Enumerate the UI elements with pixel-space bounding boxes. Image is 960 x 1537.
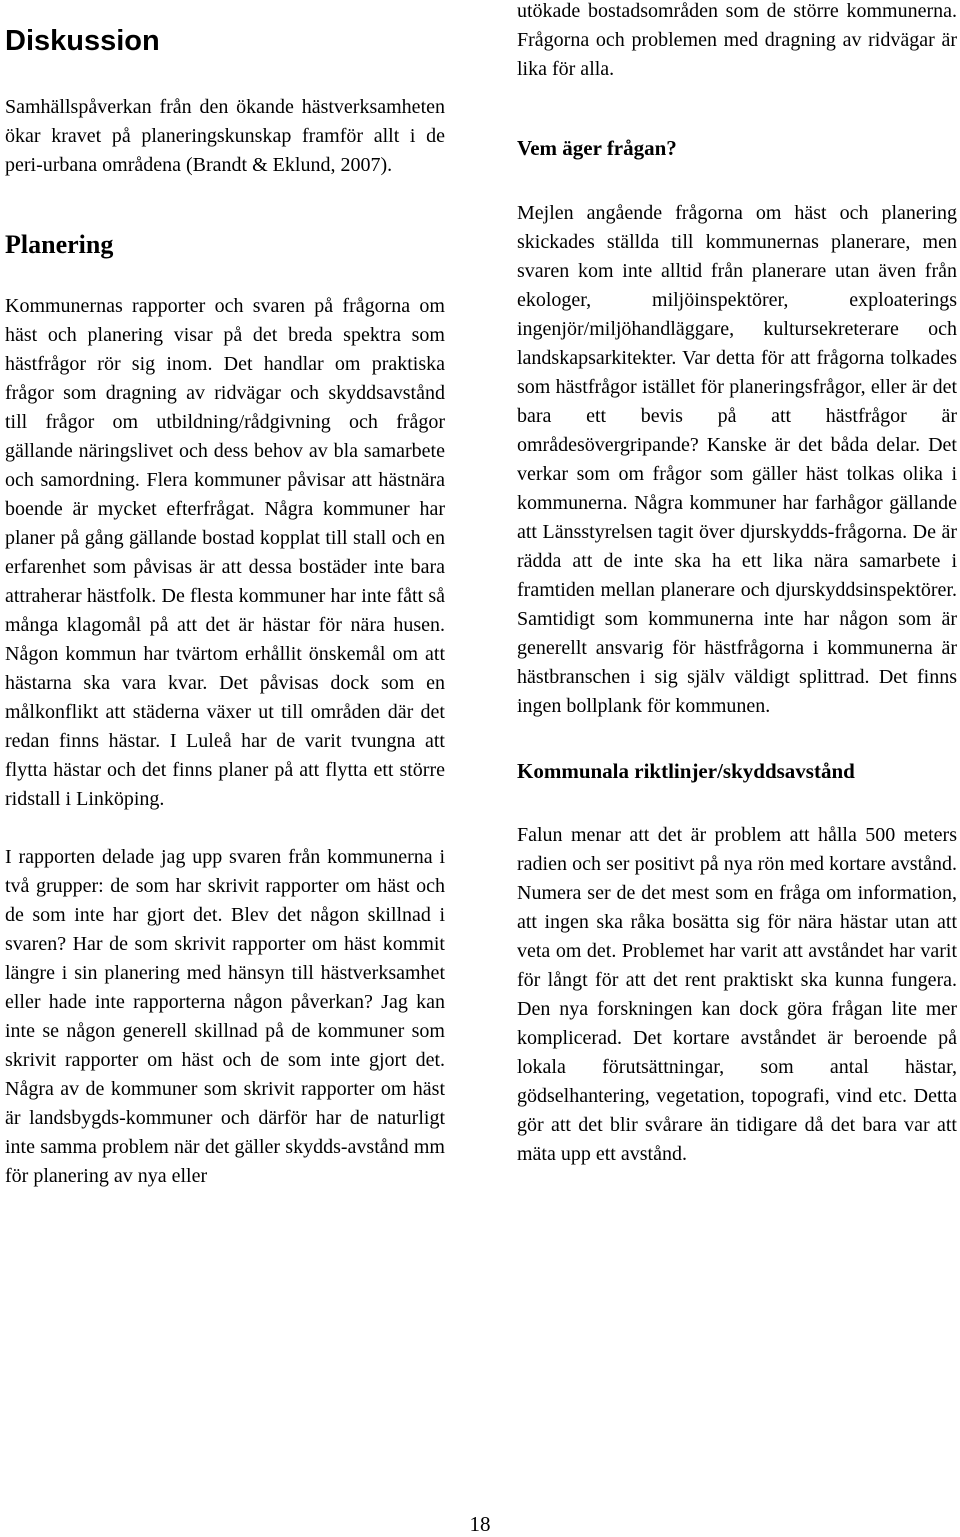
heading-diskussion: Diskussion [5,25,160,57]
paragraph-planering: Kommunernas rapporter och svaren på frågorna om häst och planering visar på det breda spektra som hästfrågor rör sig inom. Det handlar om praktiska frågor som dragning av ridvägar och skyddsavstånd till frågor om utbildning/rådgivning och frågor gällande näringslivet och dess behov av bla samarbete och samordning. Flera kommuner påvisar att hästnära boende är mycket efterfrågat. Några kommuner har planer på gång gällande bostad kopplat till stall och en erfarenhet som påvisas är att dessa bostäder inte bara attraherar hästfolk. De flesta kommuner har inte fått så många klagomål på att det är hästar för nära husen. Någon kommun har tvärtom erhållit önskemål om att hästarna ska vara kvar. Det påvisas dock som en målkonflikt att städerna växer ut till områden där det redan finns hästar. I Luleå har de varit tvungna att flytta hästar och det finns planer på att flytta ett större ridstall i Linköping. [5,295,445,810]
paragraph-continuation: utökade bostadsområden som de större kommunerna. Frågorna och problemen med dragning av ridvägar är lika för alla. [517,0,957,80]
heading-planering: Planering [5,230,114,259]
right-column [517,0,957,1169]
left-column [5,0,445,1191]
heading-kommunala-riktlinjer: Kommunala riktlinjer/skyddsavstånd [517,759,855,783]
paragraph-owner: Mejlen angående frågorna om häst och planering skickades ställda till kommunernas planerare, men svaren kom inte alltid från planerare utan även från ekologer, miljöinspektörer, exploaterings ingenjör/miljöhandläggare, kultursekreterare och landskapsarkitekter. Var detta för att frågorna tolkades som hästfrågor istället för planeringsfrågor, eller är det bara ett bevis på att hästfrågor är områdesövergripande? Kanske är det båda delar. Det verkar som om frågor som gäller häst tolkas olika i kommunerna. Några kommuner har farhågor gällande att Länsstyrelsen tagit över djurskydds-frågorna. De är rädda att de inte ska ha ett lika nära samarbete i framtiden mellan planerare och djurskyddsinspektörer. Samtidigt som kommunerna inte har någon som är generellt ansvarig för hästfrågorna i kommunerna är hästbranschen i sig själv väldigt splittrad. Det finns ingen bollplank för kommunen. [517,202,957,717]
paragraph-intro: Samhällspåverkan från den ökande hästverksamheten ökar kravet på planeringskunskap framför allt i de peri-urbana områdena (Brandt & Eklund, 2007). [5,96,445,176]
heading-vem-ager-fragan: Vem äger frågan? [517,136,677,160]
page-number: 18 [469,1512,491,1536]
paragraph-rapporten: I rapporten delade jag upp svaren från kommunerna i två grupper: de som har skrivit rapporter om häst och de som inte har gjort det. Blev det någon skillnad i svaren? Har de som skrivit rapporter om häst kommit längre i sin planering med hänsyn till hästverksamhet eller hade inte rapporterna någon påverkan? Jag kan inte se någon generell skillnad på de kommuner som skrivit rapporter om häst och de som inte gjort det. Några av de kommuner som skrivit rapporter om häst är landsbygds-kommuner och därför har de naturligt inte samma problem när det gäller skydds-avstånd mm för planering av nya eller [5,846,445,1187]
paragraph-guidelines: Falun menar att det är problem att hålla 500 meters radien och ser positivt på nya rön med kortare avstånd. Numera ser de det mest som en fråga om information, att ingen ska råka bosätta sig för nära hästar utan att veta om det. Problemet har varit att avståndet har varit för långt för att det rent praktiskt ska kunna fungera. Den nya forskningen kan dock göra frågan lite mer komplicerad. Det kortare avståndet är beroende på lokala förutsättningar, som antal hästar, gödselhantering, vegetation, topografi, vind etc. Detta gör att det blir svårare än tidigare då det bara var att mäta upp ett avstånd. [517,824,957,1165]
